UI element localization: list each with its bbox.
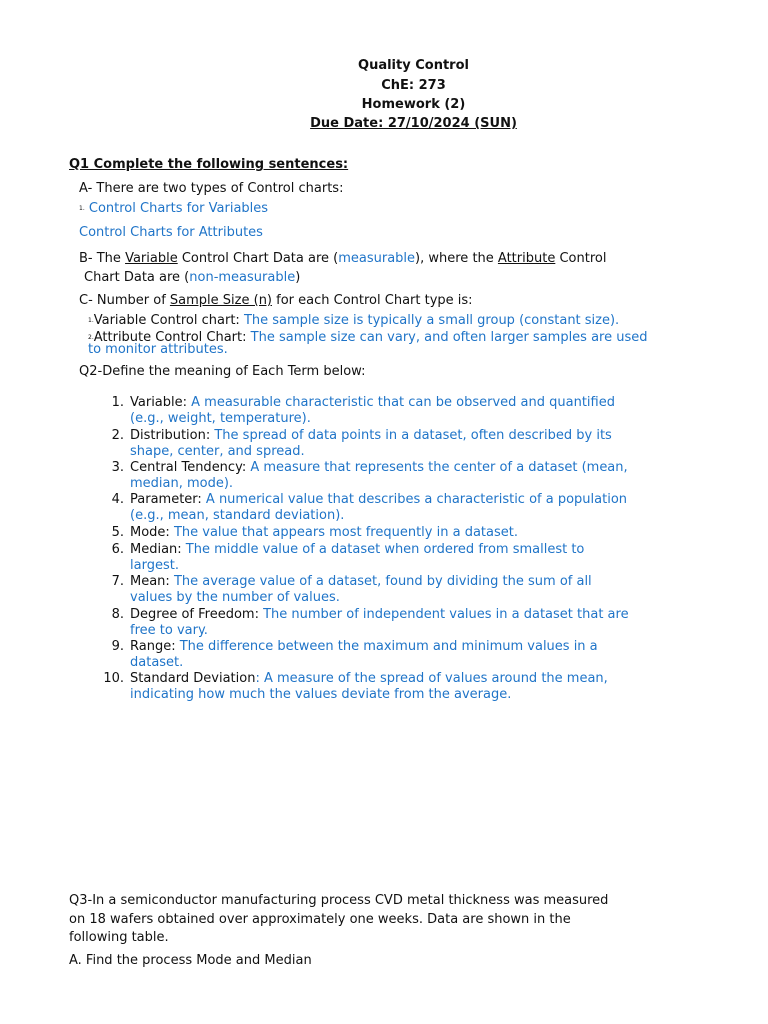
list-item: [94, 525, 518, 541]
doc-title: Quality Control: [358, 58, 469, 73]
answer-text: non-measurable: [189, 270, 296, 285]
definition-text: A measurable characteristic that can be observed and quantified: [191, 395, 615, 410]
q1-c-item-2-cont: to monitor attributes.: [88, 342, 228, 357]
definition-text: The value that appears most frequently in a dataset.: [173, 525, 518, 540]
term-label: Range:: [130, 639, 180, 654]
text: Sample Size (n): [169, 293, 272, 308]
text: Variable Control chart:: [93, 313, 244, 328]
text: Control: [555, 251, 607, 266]
definition-text: The spread of data points in a dataset, often described by its: [214, 428, 612, 443]
text: ), where the: [415, 251, 498, 266]
definition-text-cont: largest.: [130, 558, 179, 573]
term-label: Parameter:: [130, 492, 206, 507]
list-number: 6.: [111, 542, 124, 557]
list-number: 3.: [111, 460, 124, 475]
definition-text: The middle value of a dataset when ordered from smallest to: [185, 542, 585, 557]
definition-text-cont: median, mode).: [130, 476, 234, 491]
text: Chart Data are (: [84, 270, 190, 285]
term-label: Degree of Freedom:: [130, 607, 264, 622]
text: Attribute: [497, 251, 556, 266]
q1-a-item-1: [79, 201, 268, 216]
list-item: [94, 492, 627, 524]
term-label: Mean:: [130, 574, 174, 589]
due-date: Due Date: 27/10/2024 (SUN): [310, 116, 517, 131]
list-number: 2.: [111, 428, 124, 443]
list-item: [94, 542, 584, 574]
list-number: 1.: [111, 395, 124, 410]
text: for each Control Chart type is:: [272, 293, 473, 308]
text: C- Number of: [79, 293, 170, 308]
list-item: [94, 639, 598, 671]
list-number: 7.: [111, 574, 124, 589]
definition-text: A numerical value that describes a characteristic of a population: [205, 492, 628, 507]
answer-text: The sample size is typically a small group (constant size).: [243, 313, 620, 328]
definition-text-cont: values by the number of values.: [130, 590, 340, 605]
definition-text: The number of independent values in a dataset that are: [263, 607, 629, 622]
q2-title: Q2-Define the meaning of Each Term below:: [79, 364, 366, 379]
text: B- The: [79, 251, 126, 266]
list-number: 8.: [111, 607, 124, 622]
definition-text: : A measure of the spread of values around the mean,: [255, 671, 608, 686]
term-label: Variable:: [130, 395, 192, 410]
q1-b-line2: [84, 270, 300, 285]
text: Variable: [125, 251, 178, 266]
course-code: ChE: 273: [381, 78, 446, 93]
definition-text-cont: indicating how much the values deviate from the average.: [130, 687, 512, 702]
term-label: Mode:: [130, 525, 174, 540]
list-number: 9.: [111, 639, 124, 654]
q1-c-prompt: [79, 293, 473, 308]
list-item: [94, 460, 628, 492]
term-label: Standard Deviation: [130, 671, 256, 686]
homework-label: Homework (2): [361, 97, 466, 112]
list-marker: 2.: [88, 334, 94, 341]
definition-text-cont: dataset.: [130, 655, 184, 670]
answer-text: The sample size can vary, and often larger samples are used: [250, 330, 648, 345]
q3-part-a: A. Find the process Mode and Median: [69, 953, 312, 968]
q3-line-3: following table.: [69, 930, 169, 945]
text: ): [295, 270, 301, 285]
definition-text: A measure that represents the center of a dataset (mean,: [250, 460, 628, 475]
list-number: 5.: [111, 525, 124, 540]
q3-line-2: on 18 wafers obtained over approximately one weeks. Data are shown in the: [69, 912, 571, 927]
q1-a-prompt: A- There are two types of Control charts:: [79, 181, 344, 196]
q1-b-line1: [79, 251, 606, 266]
list-marker: 1.: [88, 317, 94, 324]
q3-line-1: Q3-In a semiconductor manufacturing process CVD metal thickness was measured: [69, 893, 609, 908]
list-number: 4.: [111, 492, 124, 507]
definition-text-cont: (e.g., mean, standard deviation).: [130, 508, 345, 523]
definition-text-cont: free to vary.: [130, 623, 208, 638]
answer-text: Control Charts for Variables: [88, 201, 269, 216]
definition-text: The average value of a dataset, found by dividing the sum of all: [173, 574, 592, 589]
answer-text: measurable: [338, 251, 416, 266]
term-label: Median:: [130, 542, 186, 557]
q1-c-item-1: [88, 313, 619, 328]
term-label: Distribution:: [130, 428, 215, 443]
q1-title: Q1 Complete the following sentences:: [69, 157, 349, 172]
list-marker: 1.: [79, 205, 85, 212]
text: Attribute Control Chart:: [93, 330, 251, 345]
list-item: [94, 607, 629, 639]
term-label: Central Tendency:: [130, 460, 251, 475]
list-item: [94, 574, 592, 606]
list-item: [94, 428, 612, 460]
list-number: 10.: [103, 671, 124, 686]
list-item: [94, 671, 608, 703]
definition-text-cont: (e.g., weight, temperature).: [130, 411, 311, 426]
definition-text: The difference between the maximum and minimum values in a: [179, 639, 598, 654]
list-item: [94, 395, 615, 427]
definition-text-cont: shape, center, and spread.: [130, 444, 305, 459]
text: Control Chart Data are (: [177, 251, 339, 266]
q1-a-item-2: Control Charts for Attributes: [79, 225, 263, 240]
